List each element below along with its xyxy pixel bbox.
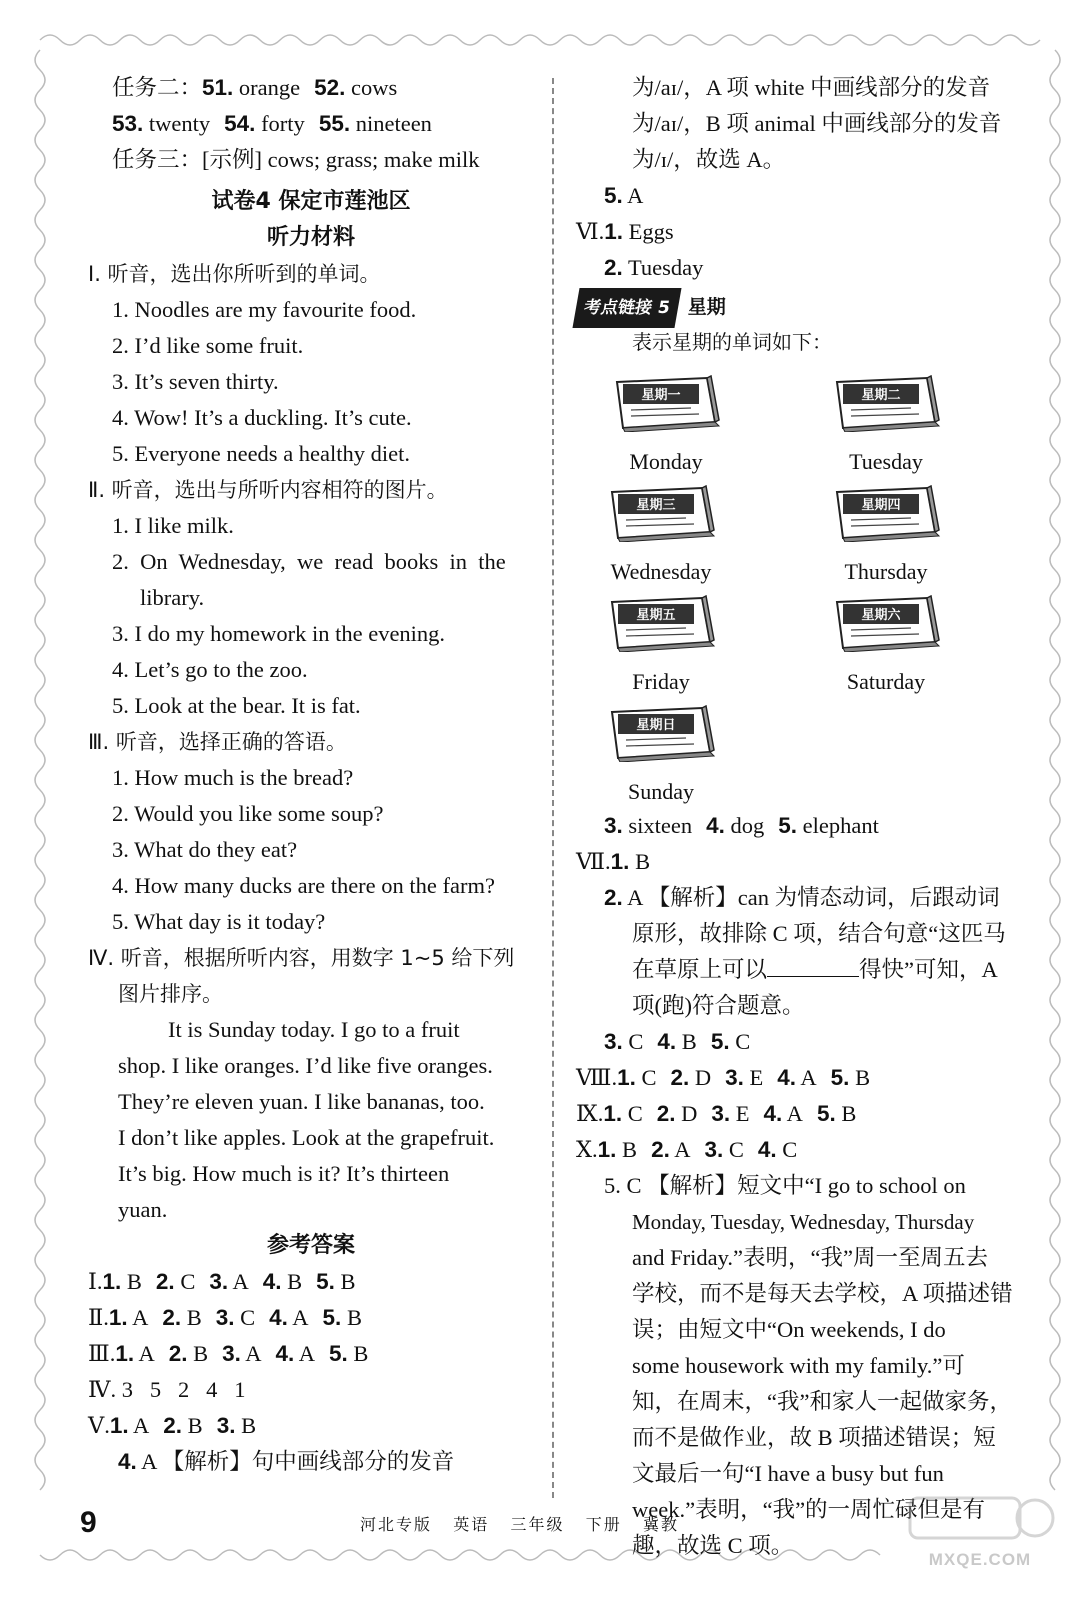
analysis-cont: 为/ɪ/，故选 A。 [632,147,786,172]
q-answer: A [127,1305,149,1330]
q-answer: elephant [797,813,879,838]
q-answer: C [234,1305,256,1330]
task2-answers-line1 [88,70,534,106]
weekday-card-saturday [806,590,966,697]
weekday-en: Thursday [844,559,928,584]
analysis-cont: 为/aɪ/，A 项 white 中画线部分的发音 [632,75,991,100]
q54-answer: forty [255,111,305,136]
q-answer: C [635,1065,657,1090]
roman-num: Ⅲ. [88,1341,116,1366]
q-num: 4. [763,1101,783,1126]
q-num: 5. [778,813,798,838]
q-answer: B [629,849,651,874]
watermark-text: MXQE.COM [928,1550,1032,1569]
passage-line: It’s big. How much is it? It’s thirteen [118,1161,450,1186]
analysis-cont: and Friday.”表明，“我”周一至周五去 [632,1245,988,1270]
q-answer: Tuesday [622,255,704,280]
q-num: 1. [604,219,624,244]
sec2-item: 5. Look at the bear. It is fat. [112,693,361,718]
q-answer: B [235,1413,257,1438]
answer-row-3 [88,1336,534,1372]
sec2-item: 3. I do my homework in the evening. [112,621,446,646]
sec1-item: 2. I’d like some fruit. [112,333,304,358]
q-num: 4. [657,1029,677,1054]
task2-answers-line2 [88,106,534,142]
q-answer: C [723,1137,744,1162]
q-answer: B [281,1269,303,1294]
listening-title: 听力材料 [266,225,355,250]
q-answer: C [776,1137,798,1162]
page-number: 9 [80,1506,97,1539]
q-answer: A [796,1065,817,1090]
analysis-cont: 误；由短文中“On weekends, I do [632,1317,946,1342]
q-num: 2. [656,1101,676,1126]
calendar-icon [606,590,716,652]
analysis-cont: 趣，故选 C 项。 [632,1533,794,1558]
section1-title: Ⅰ. 听音，选出你所听到的单词。 [88,262,381,286]
q-num: 1. [102,1269,122,1294]
analysis-cont: 原形，故排除 C 项，结合句意“这匹马 [632,921,1006,946]
q-num: 5. [830,1065,850,1090]
passage-line: I don’t like apples. Look at the grapefruit. [118,1125,495,1150]
sec1-item: 5. Everyone needs a healthy diet. [112,441,411,466]
q-answer: B [676,1029,697,1054]
q-num: 4. [269,1305,288,1330]
analysis-text: 在草原上可以 [632,957,768,982]
calendar-label: 星期三 [636,498,676,513]
q-num: 1. [109,1413,129,1438]
q-num: 2. [168,1341,188,1366]
calendar-label: 星期二 [861,388,901,403]
calendar-label: 星期五 [636,608,676,623]
answer-vii1 [576,844,1032,880]
analysis-cont: 而不是做作业，故 B 项描述错误；短 [632,1425,996,1450]
passage-line: They’re eleven yuan. I like bananas, too. [118,1089,485,1114]
analysis-text: A 【解析】can 为情态动词，后跟动词 [622,885,1000,910]
q-answer: A [287,1305,309,1330]
q-num: 1. [108,1305,128,1330]
analysis-cont: 学校，而不是每天去学校，A 项描述错 [632,1281,1013,1306]
passage-line: It is Sunday today. I go to a fruit [168,1017,460,1042]
weekday-calendar-grid [576,360,1032,804]
q-answer: C [622,1101,643,1126]
q-num: 5. [322,1305,342,1330]
q-num: 2. [604,885,623,910]
calendar-label: 星期四 [861,498,901,513]
roman-num: Ⅶ. [576,849,611,874]
calendar-icon [606,700,716,762]
analysis-cont-blank [576,952,1032,988]
q-num: 1. [610,849,630,874]
weekday-card-tuesday [806,370,966,477]
roman-num: Ⅱ. [88,1305,109,1330]
q-num: 4. [262,1269,282,1294]
q-answer: Eggs [623,219,674,244]
calendar-icon [831,590,941,652]
analysis-cont: 为/aɪ/，B 项 animal 中画线部分的发音 [632,111,1002,136]
q-answer: dog [724,813,765,838]
weekday-en: Friday [632,669,690,694]
q-answer: B [182,1413,203,1438]
answer-ix [576,1096,1032,1132]
q52-answer: cows [345,75,398,100]
q-num: 2. [163,1413,183,1438]
q-answer: B [121,1269,142,1294]
q-num: 3. [711,1101,731,1126]
knowledge-link-title: 星期 [687,296,726,318]
answer-5-4-analysis [88,1444,534,1480]
task2-label: 任务二： [112,75,203,101]
weekday-card-thursday [806,480,966,587]
q-answer: A [128,1413,150,1438]
weekday-en: Wednesday [610,559,712,584]
sec1-item: 3. It’s seven thirty. [112,369,279,394]
q-answer: D [689,1065,712,1090]
knowledge-link-intro: 表示星期的单词如下： [632,330,832,354]
answer-row-4: Ⅳ. 3 5 2 4 1 [88,1377,246,1402]
answer-row-1 [88,1264,534,1300]
passage-line: shop. I like oranges. I’d like five oranges. [118,1053,493,1078]
q-num: 5. [604,183,623,208]
analysis-cont: some housework with my family.”可 [632,1353,965,1378]
answer-vi1 [576,214,1032,250]
paper-title: 试卷4 保定市莲池区 [211,189,411,214]
calendar-label: 星期一 [641,388,681,403]
calendar-label: 星期六 [861,608,901,623]
calendar-icon [606,480,716,542]
sec2-item: 4. Let’s go to the zoo. [112,657,308,682]
q-answer: A [669,1137,691,1162]
q-answer: A [622,183,644,208]
sec2-item: 2. On Wednesday, we read books in the [112,549,506,574]
q-answer: B [849,1065,871,1090]
analysis-cont: Monday, Tuesday, Wednesday, Thursday [632,1210,975,1234]
sec2-item: 1. I like milk. [112,513,234,538]
sec3-item: 2. Would you like some soup? [112,801,384,826]
calendar-icon [831,370,941,432]
section4-title-cont: 图片排序。 [118,982,223,1006]
sec1-item: 1. Noodles are my favourite food. [112,297,417,322]
passage-line: yuan. [118,1197,168,1222]
q-answer: C [729,1029,751,1054]
q-num: 5. [328,1341,348,1366]
weekday-card-monday [586,370,746,477]
q-answer: B [187,1341,209,1366]
q-num: 1. [617,1065,636,1090]
q-num: 4. [757,1137,777,1162]
q-num: 3. [215,1305,235,1330]
task3-answer: 任务三：[示例] cows; grass; make milk [112,147,480,172]
q-num: 5. [816,1101,836,1126]
section4-title: Ⅳ. 听音，根据所听内容，用数字 1~5 给下列 [88,946,515,970]
footer-book-info: 河北专版 英语 三年级 下册 冀教 [360,1515,680,1534]
q-answer: B [835,1101,857,1126]
knowledge-link-tag: 考点链接 5 [572,288,681,328]
q-answer: B [616,1137,638,1162]
q55-answer: nineteen [350,111,432,136]
column-divider [552,78,554,1498]
q-num: 3. [222,1341,241,1366]
q-answer: C [622,1029,644,1054]
roman-num: Ⅴ. [88,1413,110,1438]
q-num: 5. [710,1029,730,1054]
answer-vi2 [576,250,1032,286]
watermark-logo [900,1490,1060,1570]
answer-vii3-5 [576,1024,1032,1060]
roman-num: Ⅸ. [576,1101,604,1126]
q-answer: A [294,1341,315,1366]
watermark-icon [900,1490,1060,1550]
weekday-en: Saturday [846,669,926,694]
q55-num: 55. [318,111,351,136]
weekday-en: Sunday [628,779,694,804]
weekday-en: Monday [629,449,703,474]
q-answer: sixteen [622,813,693,838]
q-num: 2. [651,1137,670,1162]
sec3-item: 4. How many ducks are there on the farm? [112,873,495,898]
sec3-item: 5. What day is it today? [112,909,326,934]
q54-num: 54. [224,111,256,136]
q-answer: A [134,1341,155,1366]
q53-num: 53. [112,111,144,136]
analysis-text: 得快”可知，A [859,957,998,982]
calendar-icon [611,370,721,432]
answer-row-2 [88,1300,534,1336]
sec3-item: 3. What do they eat? [112,837,298,862]
q-num: 2. [670,1065,690,1090]
q52-num: 52. [314,75,346,100]
roman-num: Ⅰ. [88,1269,103,1294]
q-num: 1. [603,1101,623,1126]
q53-answer: twenty [143,111,211,136]
q-answer: A [228,1269,249,1294]
analysis-cont: 文最后一句“I have a busy but fun [632,1461,944,1486]
analysis-cont: 项(跑)符合题意。 [632,993,805,1018]
q-num: 3. [704,1137,724,1162]
q-answer: B [347,1341,369,1366]
q-answer: E [743,1065,764,1090]
q-answer: E [730,1101,750,1126]
q-num: 4. [118,1449,137,1474]
calendar-icon [831,480,941,542]
q-answer: B [181,1305,202,1330]
analysis-text: A 【解析】句中画线部分的发音 [136,1449,455,1474]
q-num: 2. [604,255,623,280]
weekday-card-sunday [581,700,741,807]
q-num: 3. [725,1065,744,1090]
answer-viii [576,1060,1032,1096]
weekday-card-wednesday [581,480,741,587]
q-answer: D [675,1101,698,1126]
roman-num: Ⅵ. [576,219,605,244]
roman-num: Ⅷ. [576,1065,618,1090]
q-num: 4. [777,1065,797,1090]
q-num: 1. [115,1341,135,1366]
q-num: 4. [275,1341,295,1366]
sec3-item: 1. How much is the bread? [112,765,354,790]
q-num: 2. [162,1305,182,1330]
fill-blank [767,955,859,977]
q51-answer: orange [233,75,301,100]
q-num: 1. [597,1137,617,1162]
sec1-item: 4. Wow! It’s a duckling. It’s cute. [112,405,412,430]
q-answer: A [782,1101,803,1126]
q-num: 3. [209,1269,229,1294]
answer-v5 [576,178,1032,214]
roman-num: Ⅹ. [576,1137,598,1162]
q-answer: C [174,1269,196,1294]
answer-key-title: 参考答案 [266,1233,355,1258]
weekday-card-friday [581,590,741,697]
analysis-cont: 知，在周末，“我”和家人一起做家务， [632,1389,1012,1414]
analysis-cont: week.”表明，“我”的一周忙碌但是有 [632,1497,986,1522]
calendar-label: 星期日 [636,718,676,733]
section2-title: Ⅱ. 听音，选出与所听内容相符的图片。 [88,478,448,502]
left-column [88,70,534,1480]
analysis-x5: 5. C 【解析】短文中“I go to school on [604,1173,966,1198]
q-answer: B [341,1305,362,1330]
q-answer: A [240,1341,262,1366]
q-num: 3. [216,1413,236,1438]
knowledge-link-header [576,288,1032,324]
q-num: 2. [155,1269,175,1294]
answer-x [576,1132,1032,1168]
q-num: 5. [316,1269,335,1294]
right-column [576,70,1032,1564]
answer-row-5 [88,1408,534,1444]
q-num: 3. [604,813,623,838]
q-answer: B [334,1269,356,1294]
q-num: 4. [706,813,725,838]
section3-title: Ⅲ. 听音，选择正确的答语。 [88,730,347,754]
weekday-en: Tuesday [849,449,923,474]
answer-vii2 [576,880,1032,916]
q51-num: 51. [202,75,234,100]
sec2-item-cont: library. [140,585,205,610]
answer-vi3-5 [576,808,1032,844]
q-num: 3. [604,1029,623,1054]
